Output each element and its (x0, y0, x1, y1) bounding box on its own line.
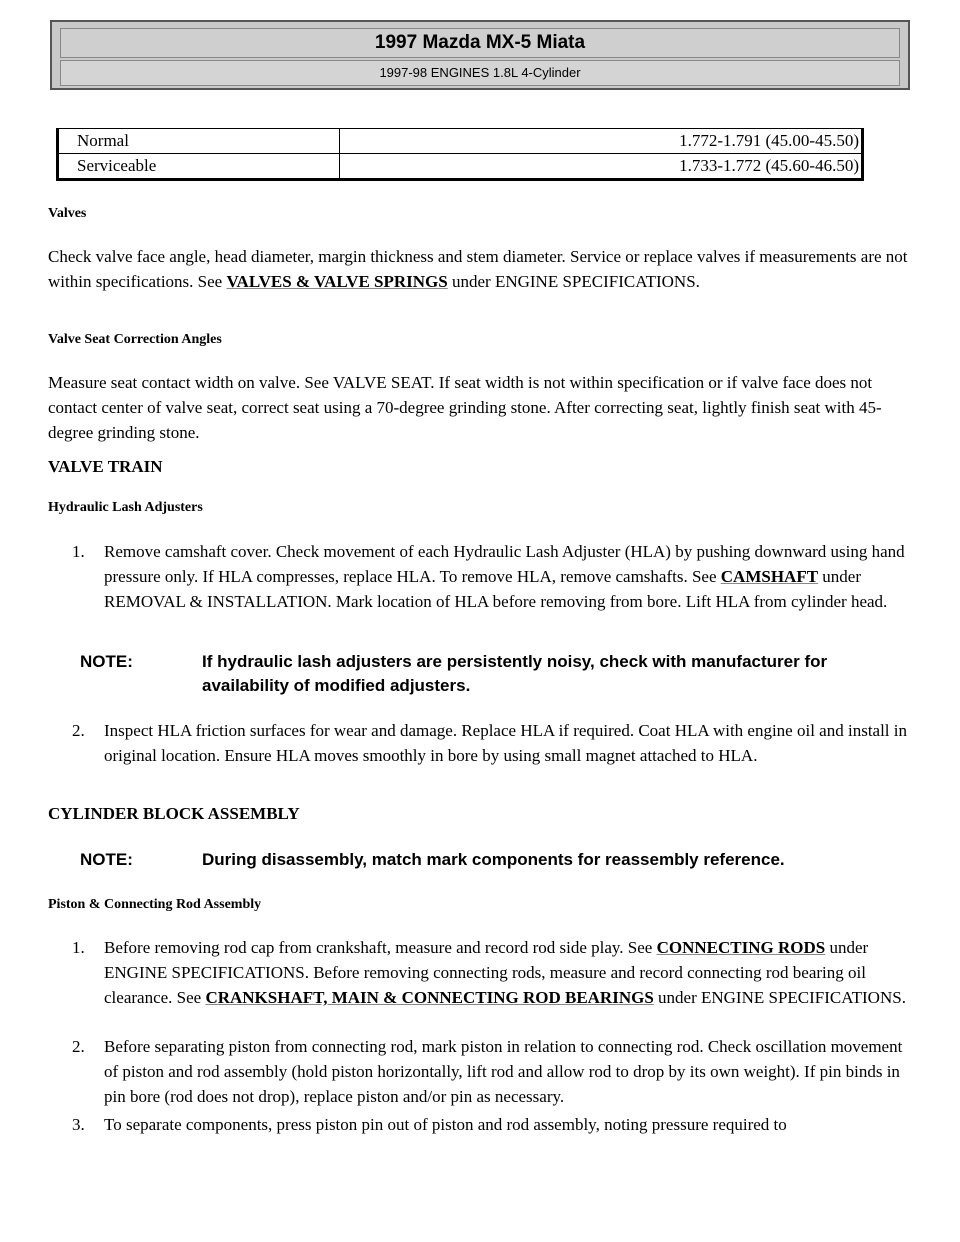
table-row (58, 129, 863, 154)
step-text: Remove camshaft cover. Check movement of each Hydraulic Lash Adjuster (HLA) by pushing downward using hand pressure only. If HLA compresses, replace HLA. To remove HLA, remove camshafts. See (104, 542, 905, 586)
list-number: 1. (72, 938, 85, 957)
list-item (72, 718, 912, 768)
document-title: 1997 Mazda MX-5 Miata (60, 28, 900, 58)
note-text: During disassembly, match mark components for reassembly reference. (202, 850, 785, 869)
step-text: Before removing rod cap from crankshaft, measure and record rod side play. See (104, 938, 657, 957)
valves-springs-link[interactable]: VALVES & VALVE SPRINGS (226, 272, 448, 291)
step-text: under ENGINE SPECIFICATIONS. Before removing connecting rods, measure and record connecting rod bearing oil clearance. See (104, 938, 869, 1007)
step-text: under REMOVAL & INSTALLATION. Mark location of HLA before removing from bore. Lift HLA from cylinder head. (104, 567, 888, 611)
spec-value: 1.733-1.772 (45.60-46.50) (340, 154, 863, 180)
list-text: Before separating piston from connecting rod, mark piston in relation to connecting rod. Check oscillation movement of piston and rod assembly (hold piston horizontally, lift rod and allow rod to drop by its own weight). If pin binds in pin bore (rod does not drop), replace piston and/or pin as necessary. (104, 1037, 903, 1106)
note-box (80, 650, 900, 698)
valves-heading: Valves (48, 206, 87, 221)
seat-paragraph: Measure seat contact width on valve. See VALVE SEAT. If seat width is not within specification or if valve face does not contact center of valve seat, correct seat using a 70-degree grinding stone. After correcting seat, lightly finish seat with 45-degree grinding stone. (48, 373, 882, 442)
note-label: NOTE: (80, 850, 133, 869)
page-header (50, 20, 910, 90)
spec-label: Normal (58, 129, 340, 154)
seat-heading: Valve Seat Correction Angles (48, 332, 222, 347)
camshaft-link[interactable]: CAMSHAFT (720, 567, 819, 586)
list-text (104, 539, 912, 614)
list-text: To separate components, press piston pin out of piston and rod assembly, noting pressure required to (104, 1115, 787, 1134)
list-item (72, 935, 912, 1010)
cylinder-block-heading: CYLINDER BLOCK ASSEMBLY (48, 804, 300, 823)
valve-train-heading: VALVE TRAIN (48, 457, 163, 476)
list-text: Inspect HLA friction surfaces for wear and damage. Replace HLA if required. Coat HLA with engine oil and install in original location. Ensure HLA moves smoothly in bore by using small magnet attached to HLA. (104, 721, 908, 765)
list-item (72, 539, 912, 614)
list-number: 3. (72, 1115, 85, 1134)
spec-label: Serviceable (58, 154, 340, 180)
crankshaft-bearings-link[interactable]: CRANKSHAFT, MAIN & CONNECTING ROD BEARINGS (205, 988, 654, 1007)
list-item (72, 1034, 912, 1109)
note-label: NOTE: (80, 652, 133, 671)
valves-paragraph (48, 244, 908, 294)
spec-table (56, 128, 864, 181)
list-text (104, 935, 912, 1010)
step-text: under ENGINE SPECIFICATIONS. (653, 988, 906, 1007)
spec-value: 1.772-1.791 (45.00-45.50) (340, 129, 863, 154)
list-item (72, 1112, 912, 1137)
table-row (58, 154, 863, 180)
connecting-rods-link[interactable]: CONNECTING RODS (656, 938, 826, 957)
hla-heading: Hydraulic Lash Adjusters (48, 500, 203, 515)
document-subtitle: 1997-98 ENGINES 1.8L 4-Cylinder (60, 60, 900, 86)
valves-text-a: Check valve face angle, head diameter, margin thickness and stem diameter. Service or replace valves if measurements are not within specifications. See (48, 247, 908, 291)
note-text: If hydraulic lash adjusters are persistently noisy, check with manufacturer for availability of modified adjusters. (202, 652, 828, 695)
list-number: 1. (72, 542, 85, 561)
list-number: 2. (72, 1037, 85, 1056)
note-box (80, 848, 900, 872)
piston-rod-heading: Piston & Connecting Rod Assembly (48, 897, 262, 912)
valves-text-b: under ENGINE SPECIFICATIONS. (447, 272, 700, 291)
list-number: 2. (72, 721, 85, 740)
